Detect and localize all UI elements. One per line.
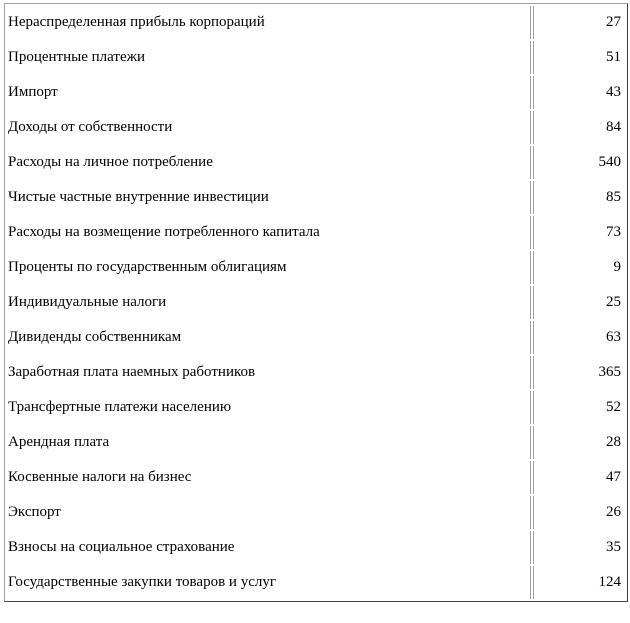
row-label: Нераспределенная прибыль корпораций [7,6,531,39]
row-value: 365 [533,356,625,389]
row-value: 540 [533,146,625,179]
table-row [7,321,625,354]
table-row [7,41,625,74]
row-value: 43 [533,76,625,109]
row-value: 25 [533,286,625,319]
row-value: 73 [533,216,625,249]
data-table [4,3,628,602]
row-label: Расходы на личное потребление [7,146,531,179]
table-row [7,146,625,179]
row-value: 124 [533,566,625,599]
table-row [7,216,625,249]
table-row [7,426,625,459]
table-row [7,286,625,319]
data-table-container [4,3,628,602]
row-value: 52 [533,391,625,424]
row-label: Трансфертные платежи населению [7,391,531,424]
row-label: Доходы от собственности [7,111,531,144]
row-value: 26 [533,496,625,529]
table-row [7,76,625,109]
row-label: Процентные платежи [7,41,531,74]
row-value: 27 [533,6,625,39]
row-value: 63 [533,321,625,354]
row-label: Косвенные налоги на бизнес [7,461,531,494]
row-label: Взносы на социальное страхование [7,531,531,564]
row-label: Расходы на возмещение потребленного капитала [7,216,531,249]
row-value: 85 [533,181,625,214]
table-row [7,461,625,494]
table-row [7,391,625,424]
row-label: Арендная плата [7,426,531,459]
table-row [7,111,625,144]
row-value: 51 [533,41,625,74]
row-label: Экспорт [7,496,531,529]
table-row [7,496,625,529]
table-row [7,251,625,284]
row-value: 9 [533,251,625,284]
row-value: 47 [533,461,625,494]
row-label: Импорт [7,76,531,109]
row-label: Заработная плата наемных работников [7,356,531,389]
row-label: Проценты по государственным облигациям [7,251,531,284]
row-label: Государственные закупки товаров и услуг [7,566,531,599]
row-value: 28 [533,426,625,459]
row-label: Чистые частные внутренние инвестиции [7,181,531,214]
row-label: Индивидуальные налоги [7,286,531,319]
row-value: 84 [533,111,625,144]
table-row [7,181,625,214]
table-row [7,531,625,564]
table-body [7,6,625,599]
table-row [7,356,625,389]
table-row [7,566,625,599]
row-value: 35 [533,531,625,564]
row-label: Дивиденды собственникам [7,321,531,354]
table-row [7,6,625,39]
